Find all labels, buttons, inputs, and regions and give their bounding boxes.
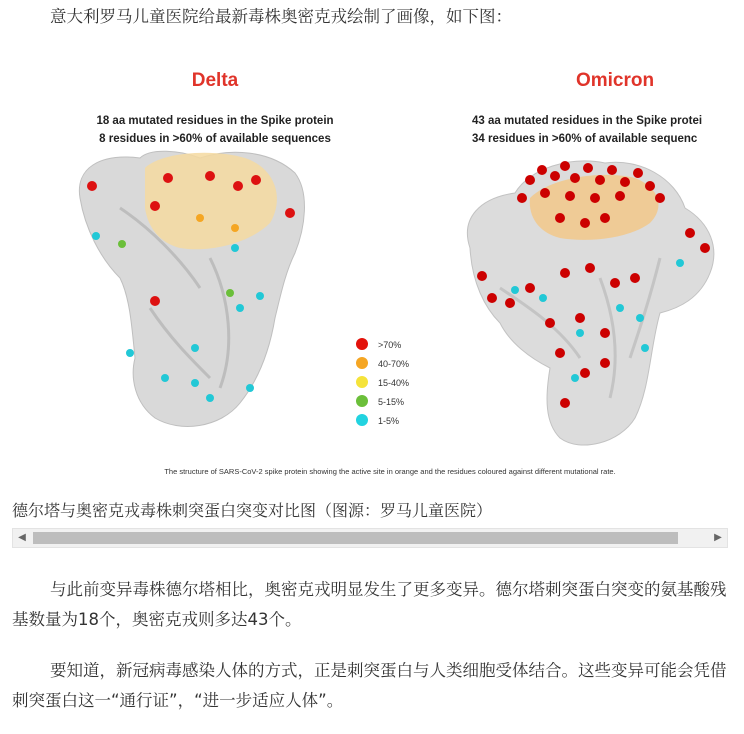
legend-swatch-2 bbox=[356, 357, 368, 369]
delta-title: Delta bbox=[191, 70, 239, 91]
delta-subtitle-2: 8 residues in >60% of available sequences bbox=[99, 133, 331, 145]
legend-label-4: 5-15% bbox=[378, 397, 405, 407]
intro-label: 意大利罗马儿童医院给最新毒株奥密克戎绘制了画像，如下图： bbox=[50, 7, 512, 26]
legend-label-2: 40-70% bbox=[378, 359, 410, 369]
paragraph-2-text: 要知道，新冠病毒感染人体的方式，正是刺突蛋白与人类细胞受体结合。这些变异可能会凭借刺突蛋白这一“通行证”，“进一步适应人体”。 bbox=[12, 661, 727, 710]
legend-label-5: 1-5% bbox=[378, 416, 400, 426]
omicron-title: Omicron bbox=[575, 70, 655, 91]
legend-swatch-3 bbox=[356, 376, 368, 388]
legend-label-3: 15-40% bbox=[378, 378, 410, 388]
horizontal-scrollbar[interactable] bbox=[12, 528, 728, 548]
legend-swatch-4 bbox=[356, 395, 368, 407]
spike-comparison-figure bbox=[60, 58, 720, 488]
figure-caption: 德尔塔与奥密克戎毒株刺突蛋白突变对比图（图源：罗马儿童医院） bbox=[12, 501, 493, 520]
scroll-left-icon[interactable]: ◀ bbox=[18, 532, 26, 543]
figure-footnote: The structure of SARS-CoV-2 spike protein showing the active site in orange and the residues coloured against different mutational rate. bbox=[164, 467, 616, 476]
paragraph-1 bbox=[12, 575, 732, 635]
omicron-protein-structure bbox=[467, 161, 713, 445]
paragraph-2 bbox=[12, 656, 732, 716]
paragraph-1-text: 与此前变异毒株德尔塔相比，奥密克戎明显发生了更多变异。德尔塔刺突蛋白突变的氨基酸残基数量为18个，奥密克戎则多达43个。 bbox=[12, 580, 727, 629]
omicron-subtitle-1: 43 aa mutated residues in the Spike protei bbox=[472, 115, 703, 127]
scroll-right-icon[interactable]: ▶ bbox=[714, 532, 722, 543]
figure-svg bbox=[60, 58, 720, 488]
mutation-rate-legend bbox=[356, 338, 409, 426]
delta-subtitle-1: 18 aa mutated residues in the Spike protein bbox=[96, 115, 334, 127]
scrollbar-thumb[interactable] bbox=[33, 532, 678, 544]
omicron-subtitle-2: 34 residues in >60% of available sequenc bbox=[472, 133, 698, 145]
legend-swatch-1 bbox=[356, 338, 368, 350]
legend-swatch-5 bbox=[356, 414, 368, 426]
intro-text bbox=[12, 2, 732, 32]
legend-label-1: >70% bbox=[378, 340, 402, 350]
